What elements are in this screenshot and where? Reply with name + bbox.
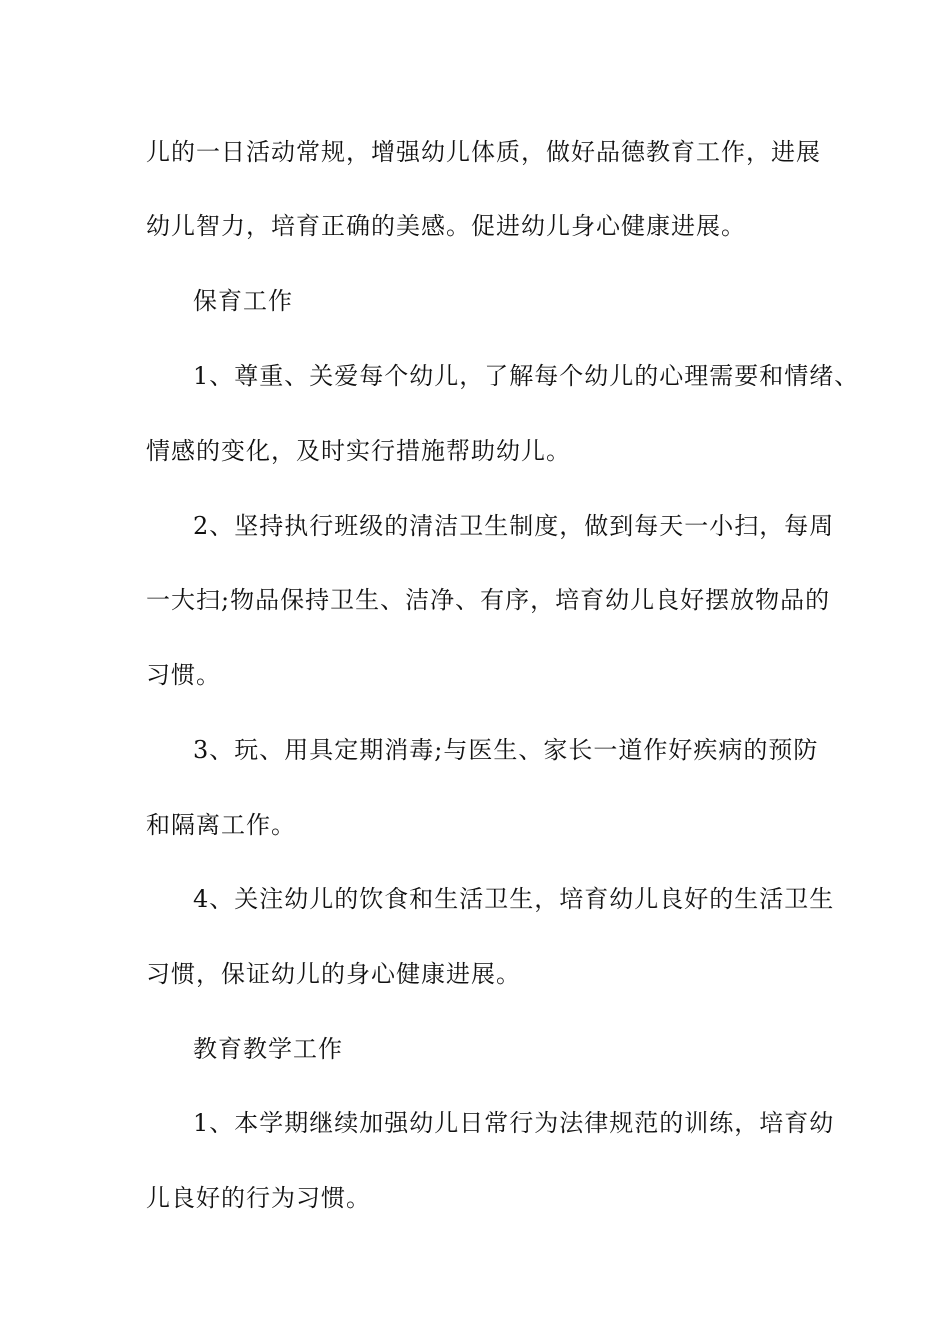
list-item-line: 和隔离工作。 — [146, 811, 296, 839]
section-heading-childcare: 保育工作 — [193, 287, 293, 315]
list-item-line: 2、坚持执行班级的清洁卫生制度，做到每天一小扫，每周 — [193, 512, 835, 540]
list-item-line: 4、关注幼儿的饮食和生活卫生，培育幼儿良好的生活卫生 — [193, 885, 835, 913]
list-item-line: 情感的变化，及时实行措施帮助幼儿。 — [146, 437, 571, 465]
list-item-line: 习惯，保证幼儿的身心健康进展。 — [146, 960, 521, 988]
paragraph-line: 幼儿智力，培育正确的美感。促进幼儿身心健康进展。 — [146, 212, 746, 240]
section-heading-teaching: 教育教学工作 — [193, 1035, 343, 1063]
list-item-line: 1、本学期继续加强幼儿日常行为法律规范的训练，培育幼 — [193, 1109, 835, 1137]
list-item-line: 儿良好的行为习惯。 — [146, 1184, 371, 1212]
list-item-line: 一大扫;物品保持卫生、洁净、有序，培育幼儿良好摆放物品的 — [146, 586, 831, 614]
paragraph-line: 儿的一日活动常规，增强幼儿体质，做好品德教育工作，进展 — [146, 138, 821, 166]
list-item-line: 1、尊重、关爱每个幼儿，了解每个幼儿的心理需要和情绪、 — [193, 362, 860, 390]
list-item-line: 习惯。 — [146, 661, 221, 689]
list-item-line: 3、玩、用具定期消毒;与医生、家长一道作好疾病的预防 — [193, 736, 819, 764]
